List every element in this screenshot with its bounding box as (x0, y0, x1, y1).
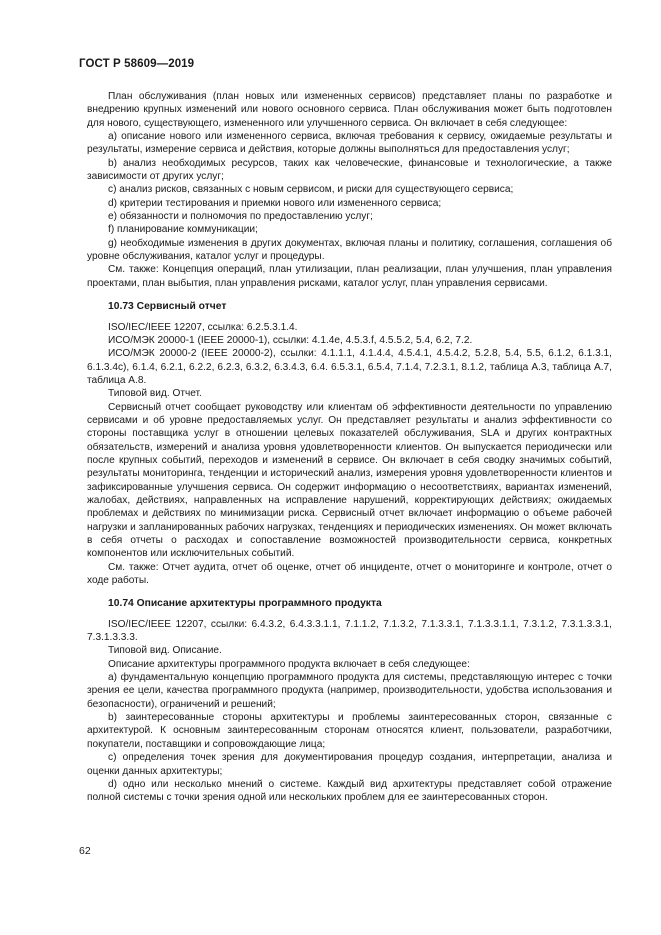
arch-item-a: a) фундаментальную концепцию программного продукта для системы, представляющую интерес с точки зрения ее цели, качества программного продукта (например, производительности, удобства использования и безопасности), ограничений и решений; (87, 672, 612, 710)
arch-item-d: d) одно или несколько мнений о системе. Каждый вид архитектуры представляет собой отражение полной системы с точки зрения одной или нескольких проблем для ее заинтересованных сторон. (87, 778, 612, 804)
ref-12207: ISO/IEC/IEEE 12207, ссылка: 6.2.5.3.1.4. (108, 321, 298, 333)
arch-item-b: b) заинтересованные стороны архитектуры и проблемы заинтересованных сторон, связанные с архитектурой. К основным заинтересованным сторонам относятся клиент, пользователи, разработчики, покупатели, поставщики и сопровождающие лица; (87, 712, 612, 750)
plan-item-f: f) планирование коммуникации; (108, 224, 258, 236)
arch-refs: ISO/IEC/IEEE 12207, ссылки: 6.4.3.2, 6.4.3.3.1.1, 7.1.1.2, 7.1.3.2, 7.1.3.3.1, 7.1.3.3.1.1, 7.3.1.2, 7.3.1.3.3.1, 7.3.1.3.3.3. (87, 618, 612, 644)
ref-20000-2: ИСО/МЭК 20000-2 (IEEE 20000-2), ссылки: 4.1.1.1, 4.1.4.4, 4.5.4.1, 4.5.4.2, 5.2.8, 5.4, 5.5, 6.1.2, 6.1.3.1, 6.1.3.4c), 6.1.4, 6.2.1, 6.2.2, 6.2.3, 6.3.2, 6.3.4.3, 6.4. 6.5.3.1, 6.5.4, 7.1.4, 7.2.3.1, 8.1.2, таблица А.3, таблица А.7, таблица А.8. (87, 348, 612, 386)
plan-item-g: g) необходимые изменения в других документах, включая планы и политику, соглашения, соглашения об уровне обслуживания, каталог услуг и процедуры. (87, 237, 612, 263)
ref-20000-1: ИСО/МЭК 20000-1 (IEEE 20000-1), ссылки: 4.1.4e, 4.5.3.f, 4.5.5.2, 5.4, 6.2, 7.2. (108, 334, 473, 346)
arch-intro: Описание архитектуры программного продукта включает в себя следующее: (108, 658, 470, 670)
plan-item-a: a) описание нового или измененного сервиса, включая требования к сервису, ожидаемые результаты и результаты, измерение сервиса и действия, которые должны выполняться для предоставления услуг; (87, 131, 612, 156)
arch-item-c: c) определения точек зрения для документирования процедур создания, интерпретации, анализа и оценки данных архитектуры; (87, 752, 612, 777)
arch-type-view: Типовой вид. Описание. (108, 645, 222, 657)
section-heading-10-74: 10.74 Описание архитектуры программного продукта (108, 598, 382, 610)
page-body (87, 90, 612, 805)
service-report-see-also: См. также: Отчет аудита, отчет об оценке, отчет об инциденте, отчет о мониторинге и контроле, отчет о ходе работы. (87, 561, 612, 587)
section-heading-10-73: 10.73 Сервисный отчет (108, 301, 227, 313)
standard-header: ГОСТ Р 58609—2019 (79, 58, 195, 70)
plan-item-b: b) анализ необходимых ресурсов, таких как человеческие, финансовые и технологические, а также зависимости от других услуг; (87, 157, 612, 183)
plan-intro: План обслуживания (план новых или измененных сервисов) представляет планы по разработке и внедрению крупных изменений или нового основного сервиса. План обслуживания может быть подготовлен для нового, существующего, измененного или улучшенного сервиса. Он включает в себя следующее: (87, 91, 612, 129)
plan-item-e: e) обязанности и полномочия по предоставлению услуг; (108, 211, 373, 223)
plan-item-d: d) критерии тестирования и приемки нового или измененного сервиса; (108, 197, 442, 209)
page-number: 62 (79, 845, 91, 857)
service-report-description: Сервисный отчет сообщает руководству или клиентам об эффективности деятельности по управлению сервисами и об уровне предоставляемых услуг. Он представляет результаты и анализ эффективности со стороны поставщика услуг в отношении целевых показателей обслуживания, SLA и других контрактных обязательств, измерений и анализа уровня удовлетворенности клиентов. Он выпускается периодически или после крупных событий, переходов и изменений в сервисе. Он включает в себя сводку значимых событий, результаты мониторинга, тенденции и исторический анализ, измерения уровня удовлетворенности клиентов и зафиксированные улучшения сервиса. Он содержит информацию о несоответствиях, вариантах изменений, жалобах, действиях, направленных на исправление нарушений, корректирующих действиях; ожидаемых проблемах и действиях по минимизации риска. Сервисный отчет включает информацию о объеме рабочей нагрузки и запланированных рабочих нагрузках, тенденциях и периодических изменениях. Он может включать в себя отчеты о расходах и сопоставление возможностей производительности сервиса, конкретных компонентов или исключительных событий. (87, 401, 612, 560)
plan-item-c: c) анализ рисков, связанных с новым сервисом, и риски для существующего сервиса; (108, 184, 514, 196)
plan-see-also: См. также: Концепция операций, план утилизации, план реализации, план улучшения, план управления проектами, план выбытия, план управления рисками, каталог услуг, план управления сервисами. (87, 264, 612, 289)
type-view: Типовой вид. Отчет. (108, 388, 202, 400)
